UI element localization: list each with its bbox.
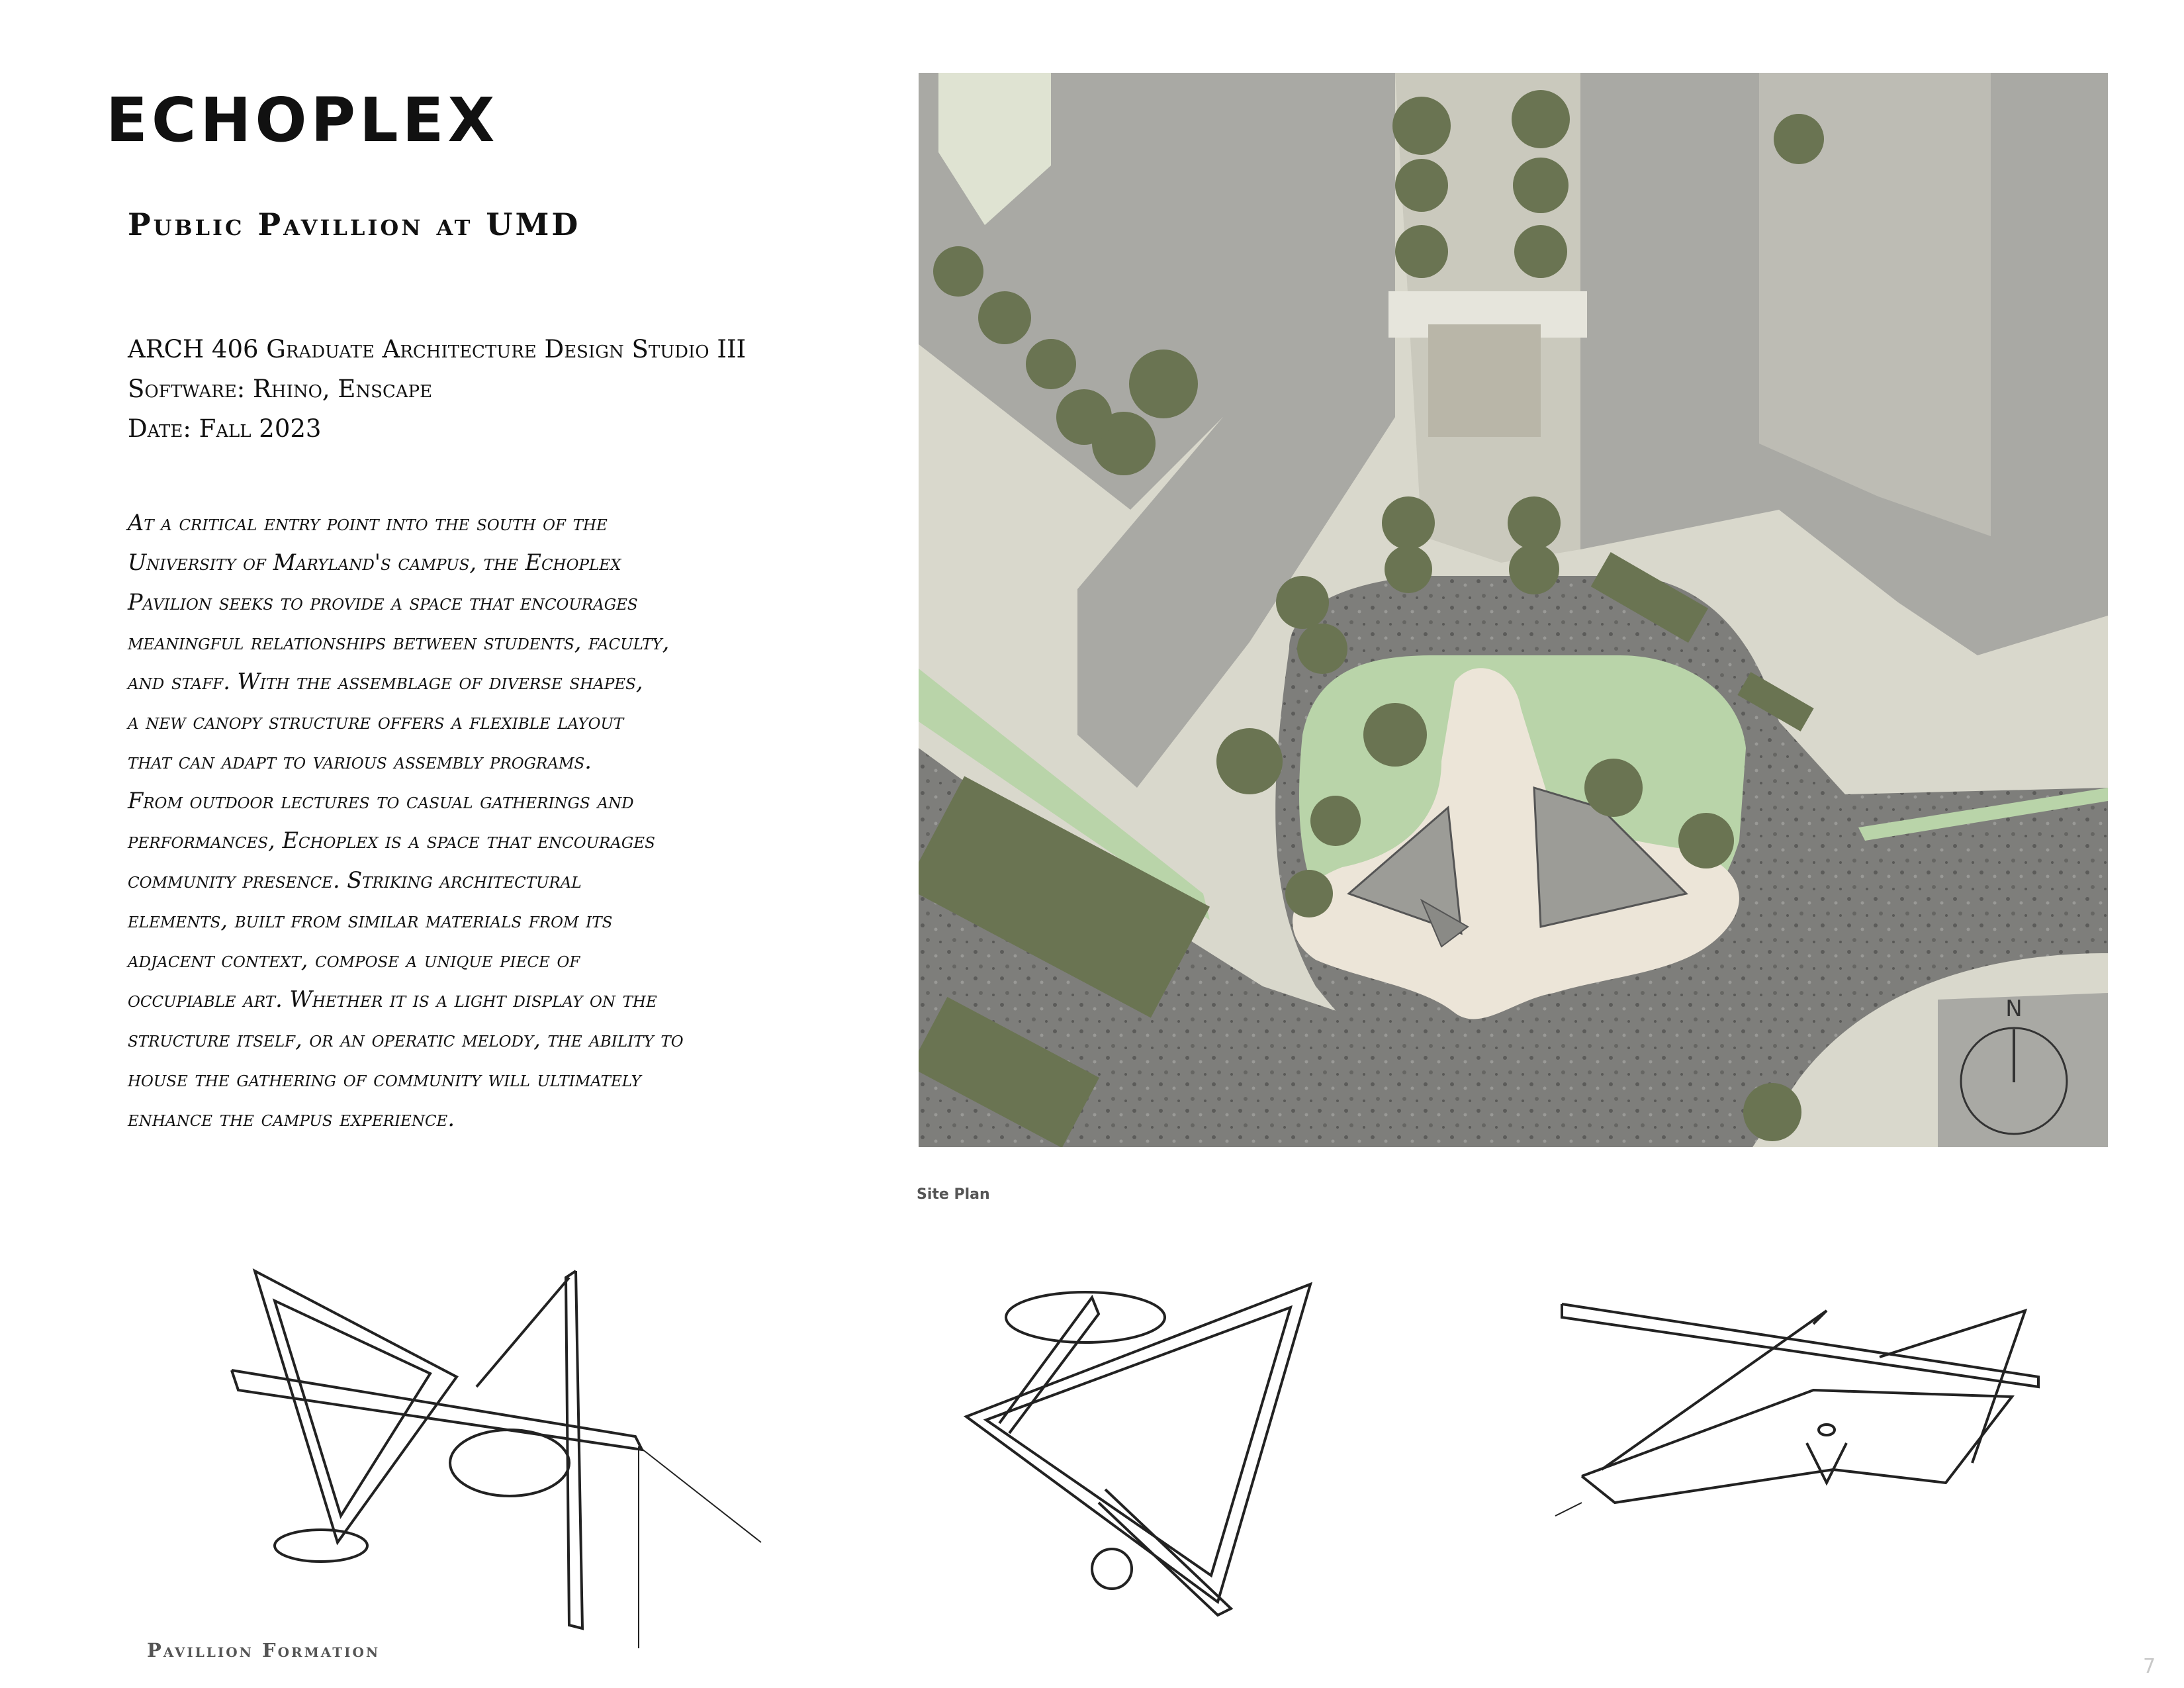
description-line: adjacent context, compose a unique piece of (128, 947, 580, 972)
description-line: At a critical entry point into the south of the (128, 510, 608, 536)
north-label: N (2005, 996, 2023, 1022)
meta-software: Software: Rhino, Enscape (128, 375, 433, 403)
description-line: elements, built from similar materials from its (128, 907, 613, 933)
description-line: community presence. Striking architectural (128, 867, 582, 893)
description-line: enhance the campus experience. (128, 1105, 455, 1131)
site-plan-image (919, 73, 2108, 1147)
pavillion-formation-caption: Pavillion Formation (147, 1639, 381, 1662)
page-number: 7 (2143, 1655, 2156, 1678)
description-line: Pavilion seeks to provide a space that encourages (128, 589, 638, 615)
project-subtitle: Public Pavillion at UMD (128, 207, 581, 242)
description-line: performances, Echoplex is a space that encourages (128, 827, 655, 853)
pavillion-sketch-3 (1549, 1297, 2052, 1562)
description-line: and staff. With the assemblage of diverse shapes, (128, 669, 643, 694)
page-title: ECHOPLEX (106, 85, 499, 156)
site-plan-caption: Site Plan (917, 1186, 990, 1203)
project-meta (128, 330, 746, 449)
description-line: that can adapt to various assembly programs. (128, 748, 592, 774)
meta-course: ARCH 406 Graduate Architecture Design Studio III (128, 335, 747, 363)
description-line: meaningful relationships between students, faculty, (128, 629, 670, 655)
pavillion-sketch-2 (953, 1258, 1377, 1628)
stairs (1428, 324, 1541, 437)
meta-date: Date: Fall 2023 (128, 414, 322, 443)
description-line: structure itself, or an operatic melody, the ability to (128, 1026, 684, 1052)
pavillion-sketch-1 (225, 1251, 768, 1648)
building-block (1938, 993, 2108, 1147)
description-line: house the gathering of community will ultimately (128, 1066, 641, 1092)
description-line: a new canopy structure offers a flexible layout (128, 708, 624, 734)
description-line: occupiable art. Whether it is a light display on the (128, 986, 657, 1012)
project-description (128, 503, 796, 1139)
description-line: University of Maryland's campus, the Echoplex (128, 549, 621, 575)
description-line: From outdoor lectures to casual gatherings and (128, 788, 634, 814)
